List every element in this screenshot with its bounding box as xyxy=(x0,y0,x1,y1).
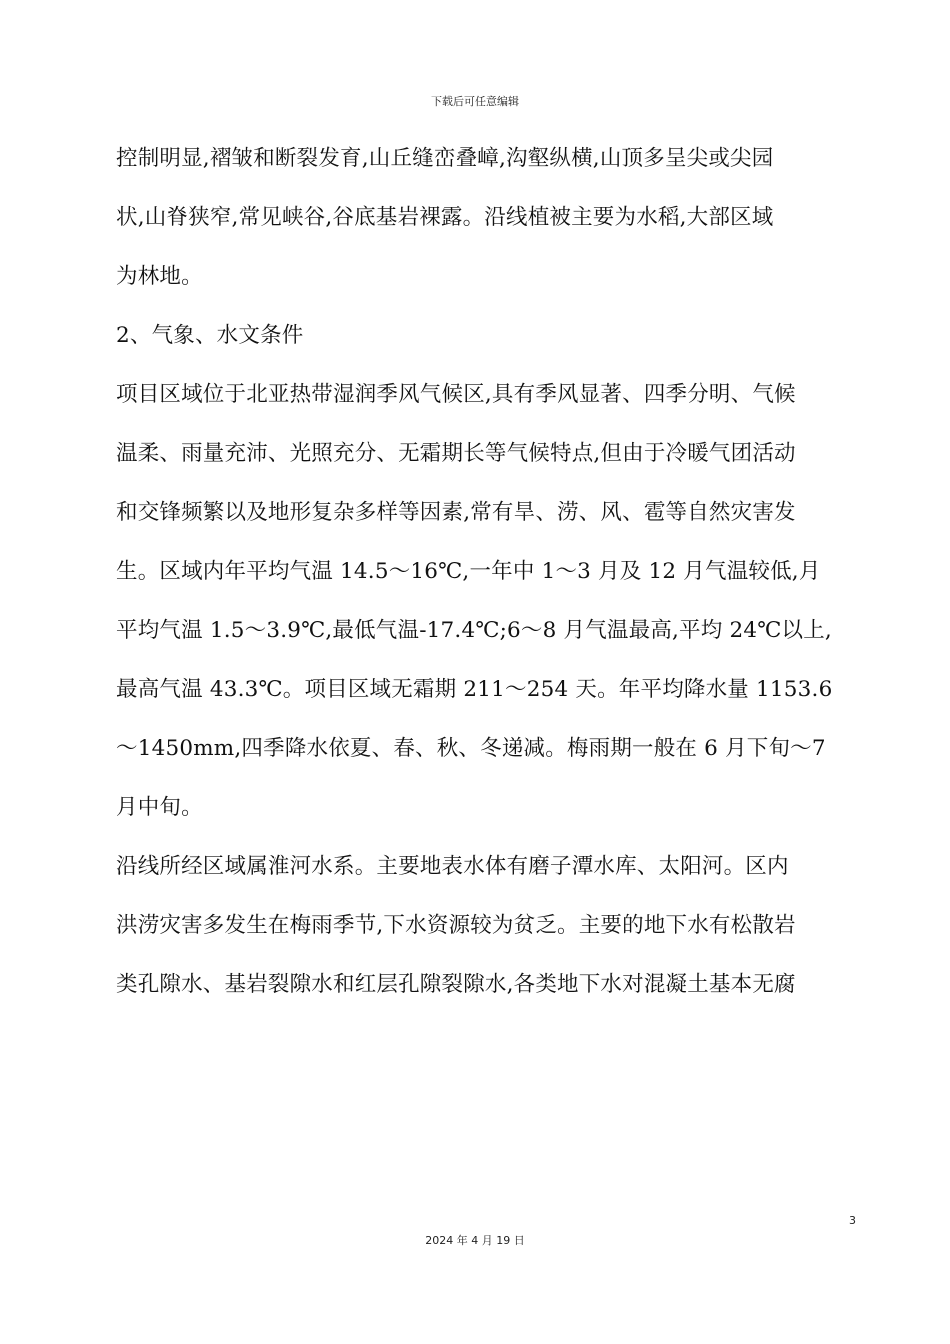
text-line: 温柔、雨量充沛、光照充分、无霜期长等气候特点,但由于冷暖气团活动 xyxy=(116,441,796,466)
text-line: 和交锋频繁以及地形复杂多样等因素,常有旱、涝、风、雹等自然灾害发 xyxy=(116,500,796,525)
page-footer-date: 2024 年 4 月 19 日 xyxy=(425,1234,525,1247)
text-line: 控制明显,褶皱和断裂发育,山丘缝峦叠嶂,沟壑纵横,山顶多呈尖或尖园 xyxy=(116,146,774,171)
document-body xyxy=(116,138,856,1023)
text-line: 状,山脊狭窄,常见峡谷,谷底基岩裸露。沿线植被主要为水稻,大部区域 xyxy=(116,205,774,230)
text-line: 类孔隙水、基岩裂隙水和红层孔隙裂隙水,各类地下水对混凝土基本无腐 xyxy=(116,972,796,997)
section-heading: 2、气象、水文条件 xyxy=(116,323,304,348)
text-line: 平均气温 1.5～3.9℃,最低气温-17.4℃;6～8 月气温最高,平均 24℃以上, xyxy=(116,618,832,643)
text-line: 项目区域位于北亚热带湿润季风气候区,具有季风显著、四季分明、气候 xyxy=(116,382,796,407)
text-line: 洪涝灾害多发生在梅雨季节,下水资源较为贫乏。主要的地下水有松散岩 xyxy=(116,913,796,938)
text-line: 为林地。 xyxy=(116,264,203,289)
page-number: 3 xyxy=(849,1214,856,1227)
page-header: 下载后可任意编辑 xyxy=(431,95,519,108)
text-line: 沿线所经区域属淮河水系。主要地表水体有磨子潭水库、太阳河。区内 xyxy=(116,854,789,879)
text-line: 生。区域内年平均气温 14.5～16℃,一年中 1～3 月及 12 月气温较低,月 xyxy=(116,559,821,584)
text-line: 月中旬。 xyxy=(116,795,203,820)
text-line: 最高气温 43.3℃。项目区域无霜期 211～254 天。年平均降水量 1153.6 xyxy=(116,677,833,702)
text-line: ～1450mm,四季降水依夏、春、秋、冬递减。梅雨期一般在 6 月下旬～7 xyxy=(116,736,826,761)
